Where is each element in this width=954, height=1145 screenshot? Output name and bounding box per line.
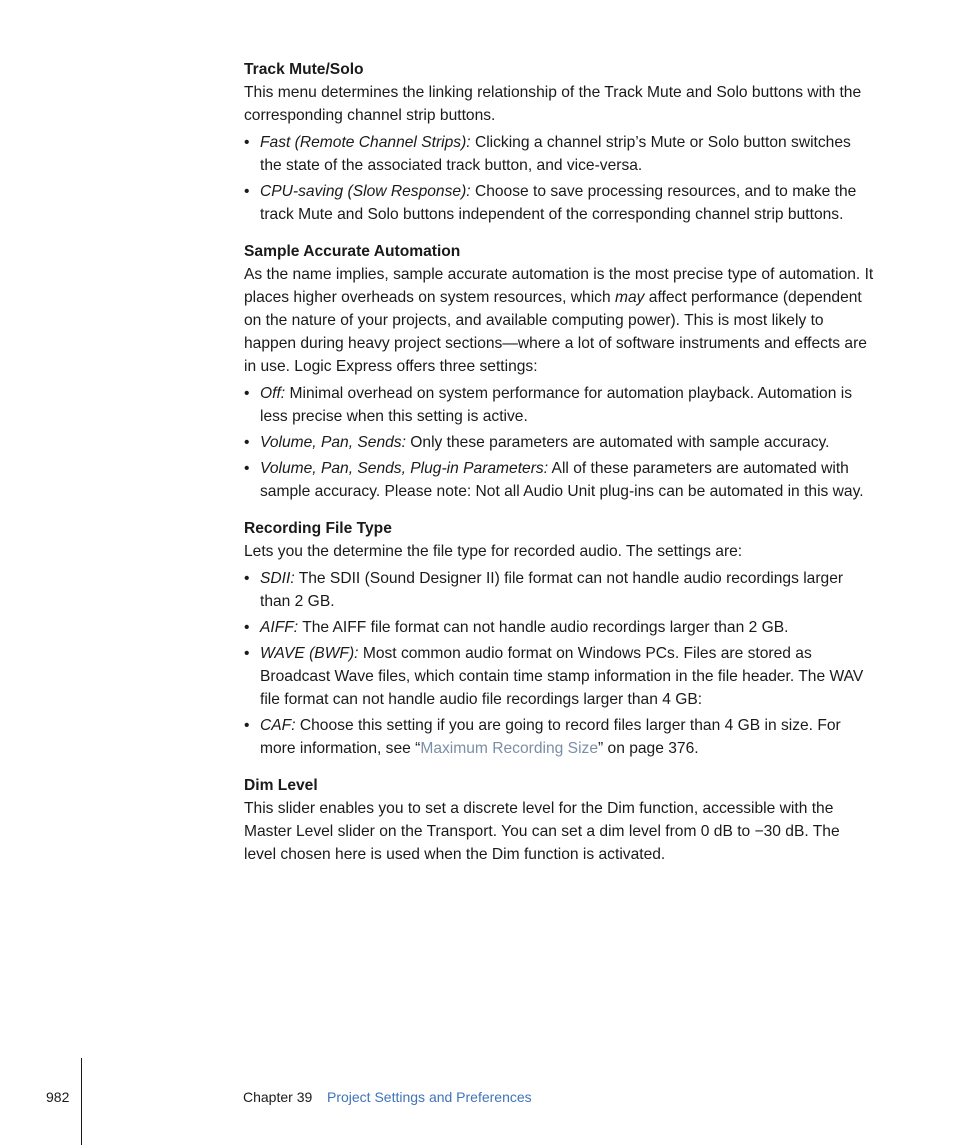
bullet-text: Clicking a channel strip’s Mute or Solo button switches the state of the associated track button, and vice-versa. bbox=[260, 134, 851, 174]
bullet-text: Only these parameters are automated with sample accuracy. bbox=[410, 434, 830, 451]
list-item bbox=[244, 714, 876, 760]
bullet-term: SDII: bbox=[260, 570, 295, 587]
bullet-term: CPU-saving (Slow Response): bbox=[260, 183, 471, 200]
list-item bbox=[244, 642, 876, 711]
section-intro: This slider enables you to set a discrete level for the Dim function, accessible with the Master Level slider on the Transport. You can set a dim level from 0 dB to −30 dB. The level chosen here is used when the Dim function is activated. bbox=[244, 800, 840, 863]
bullet-term: Off: bbox=[260, 385, 286, 402]
bullet-text: Minimal overhead on system performance for automation playback. Automation is less precise when this setting is active. bbox=[260, 385, 853, 425]
maximum-recording-size-link[interactable]: Maximum Recording Size bbox=[420, 740, 598, 757]
document-body bbox=[244, 58, 876, 880]
bullet-text: ” on page 376. bbox=[598, 740, 699, 757]
bullet-icon: • bbox=[244, 434, 250, 451]
list-item bbox=[244, 567, 876, 613]
list-item bbox=[244, 431, 876, 454]
bullet-icon: • bbox=[244, 619, 250, 636]
section-intro bbox=[244, 263, 876, 378]
section-sample-accurate-automation bbox=[244, 240, 876, 503]
bullet-list bbox=[244, 382, 876, 503]
bullet-icon: • bbox=[244, 385, 250, 402]
section-dim-level bbox=[244, 774, 876, 866]
bullet-text: Choose to save processing resources, and to make the track Mute and Solo buttons independent of the corresponding channel strip buttons. bbox=[260, 183, 857, 223]
bullet-text: All of these parameters are automated with sample accuracy. Please note: Not all Audio Unit plug-ins can be automated in this way. bbox=[260, 460, 864, 500]
bullet-icon: • bbox=[244, 134, 250, 151]
section-intro: This menu determines the linking relationship of the Track Mute and Solo buttons with the corresponding channel strip buttons. bbox=[244, 84, 862, 124]
footer-divider bbox=[81, 1058, 82, 1145]
page-number: 982 bbox=[46, 1089, 70, 1105]
page-footer bbox=[0, 1086, 954, 1110]
section-heading: Sample Accurate Automation bbox=[244, 243, 461, 260]
intro-text: affect performance (dependent on the nature of your projects, and available computing power). This is most likely to happen during heavy project sections—where a lot of software instruments and effects are in use. Logic Express offers three settings: bbox=[244, 289, 867, 375]
list-item bbox=[244, 457, 876, 503]
bullet-term: WAVE (BWF): bbox=[260, 645, 359, 662]
bullet-text: The SDII (Sound Designer II) file format can not handle audio recordings larger than 2 GB. bbox=[260, 570, 844, 610]
list-item bbox=[244, 131, 876, 177]
section-intro: Lets you the determine the file type for recorded audio. The settings are: bbox=[244, 543, 743, 560]
bullet-text: Choose this setting if you are going to record files larger than 4 GB in size. For more information, see “ bbox=[260, 717, 841, 757]
bullet-list bbox=[244, 131, 876, 226]
bullet-icon: • bbox=[244, 570, 250, 587]
list-item bbox=[244, 180, 876, 226]
bullet-icon: • bbox=[244, 183, 250, 200]
bullet-icon: • bbox=[244, 460, 250, 477]
list-item bbox=[244, 382, 876, 428]
bullet-list bbox=[244, 567, 876, 760]
chapter-title-link[interactable]: Project Settings and Preferences bbox=[327, 1089, 532, 1105]
section-heading: Recording File Type bbox=[244, 520, 392, 537]
chapter-label: Chapter 39 bbox=[243, 1089, 313, 1105]
section-recording-file-type bbox=[244, 517, 876, 760]
section-heading: Track Mute/Solo bbox=[244, 61, 364, 78]
bullet-text: Most common audio format on Windows PCs. Files are stored as Broadcast Wave files, which contain time stamp information in the file header. The WAV file format can not handle audio file recordings larger than 4 GB: bbox=[260, 645, 864, 708]
bullet-icon: • bbox=[244, 717, 250, 734]
section-track-mute-solo bbox=[244, 58, 876, 226]
bullet-icon: • bbox=[244, 645, 250, 662]
bullet-term: CAF: bbox=[260, 717, 296, 734]
bullet-text: The AIFF file format can not handle audio recordings larger than 2 GB. bbox=[302, 619, 789, 636]
intro-emphasis: may bbox=[614, 289, 645, 306]
list-item bbox=[244, 616, 876, 639]
bullet-term: AIFF: bbox=[260, 619, 299, 636]
bullet-term: Fast (Remote Channel Strips): bbox=[260, 134, 471, 151]
bullet-term: Volume, Pan, Sends: bbox=[260, 434, 406, 451]
section-heading: Dim Level bbox=[244, 777, 318, 794]
bullet-term: Volume, Pan, Sends, Plug-in Parameters: bbox=[260, 460, 549, 477]
intro-text: As the name implies, sample accurate automation is the most precise type of automation. It places higher overheads on system resources, which bbox=[244, 266, 874, 306]
